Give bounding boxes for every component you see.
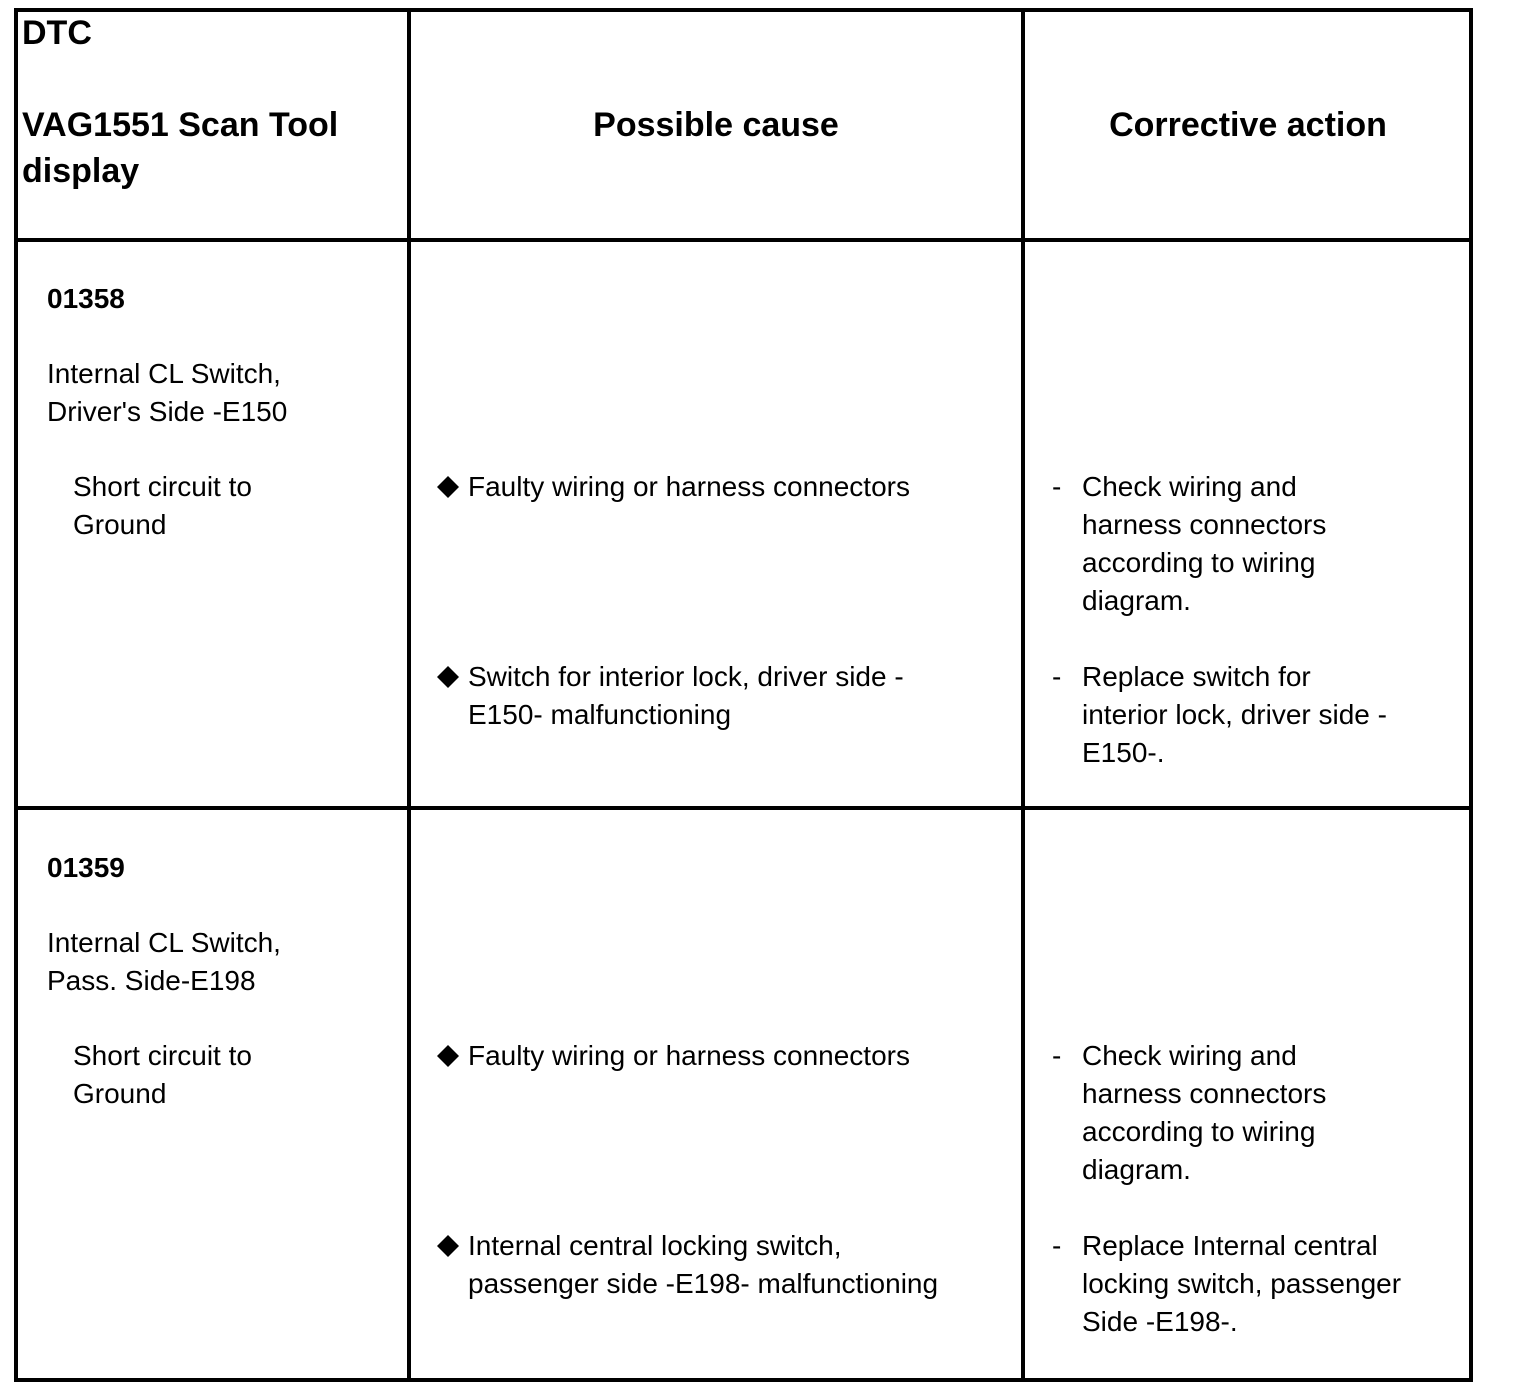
header-possible-cause: Possible cause: [593, 106, 839, 144]
cause-text: Switch for interior lock, driver side - E150- malfunctioning: [468, 661, 904, 730]
action-text: Check wiring and harness connectors according to wiring diagram.: [1082, 1040, 1327, 1185]
cause-item: [437, 1227, 1017, 1303]
dash-bullet: -: [1052, 1230, 1062, 1261]
row-divider: [14, 806, 1473, 810]
cause-text: Faulty wiring or harness connectors: [468, 471, 910, 502]
dtc-fault-type: Short circuit to Ground: [73, 1040, 252, 1109]
action-text: Replace switch for interior lock, driver side - E150-.: [1082, 661, 1387, 768]
column-divider-2: [1021, 8, 1025, 1382]
action-text: Check wiring and harness connectors according to wiring diagram.: [1082, 471, 1327, 616]
action-item: [1052, 1227, 1462, 1341]
cause-text: Internal central locking switch, passenger side -E198- malfunctioning: [468, 1230, 939, 1299]
header-dtc-label: DTC: [22, 14, 92, 52]
cause-item: [437, 658, 1017, 734]
dtc-code: 01359: [47, 852, 125, 883]
header-scan-tool-display: VAG1551 Scan Tool display: [22, 106, 339, 190]
diamond-bullet-icon: [437, 666, 459, 688]
dash-bullet: -: [1052, 471, 1062, 502]
cause-item: [437, 468, 1017, 506]
dtc-component: Internal CL Switch, Pass. Side-E198: [47, 927, 281, 996]
dtc-code: 01358: [47, 283, 125, 314]
dash-bullet: -: [1052, 1040, 1062, 1071]
action-item: [1052, 658, 1462, 772]
column-divider-1: [407, 8, 411, 1382]
diamond-bullet-icon: [437, 476, 459, 498]
diamond-bullet-icon: [437, 1045, 459, 1067]
action-text: Replace Internal central locking switch, passenger Side -E198-.: [1082, 1230, 1402, 1337]
cause-text: Faulty wiring or harness connectors: [468, 1040, 910, 1071]
diamond-bullet-icon: [437, 1235, 459, 1257]
cause-item: [437, 1037, 1017, 1075]
dtc-component: Internal CL Switch, Driver's Side -E150: [47, 358, 288, 427]
action-item: [1052, 1037, 1462, 1189]
header-corrective-action: Corrective action: [1109, 106, 1387, 144]
dtc-fault-type: Short circuit to Ground: [73, 471, 252, 540]
dash-bullet: -: [1052, 661, 1062, 692]
action-item: [1052, 468, 1462, 620]
header-divider: [14, 238, 1473, 242]
